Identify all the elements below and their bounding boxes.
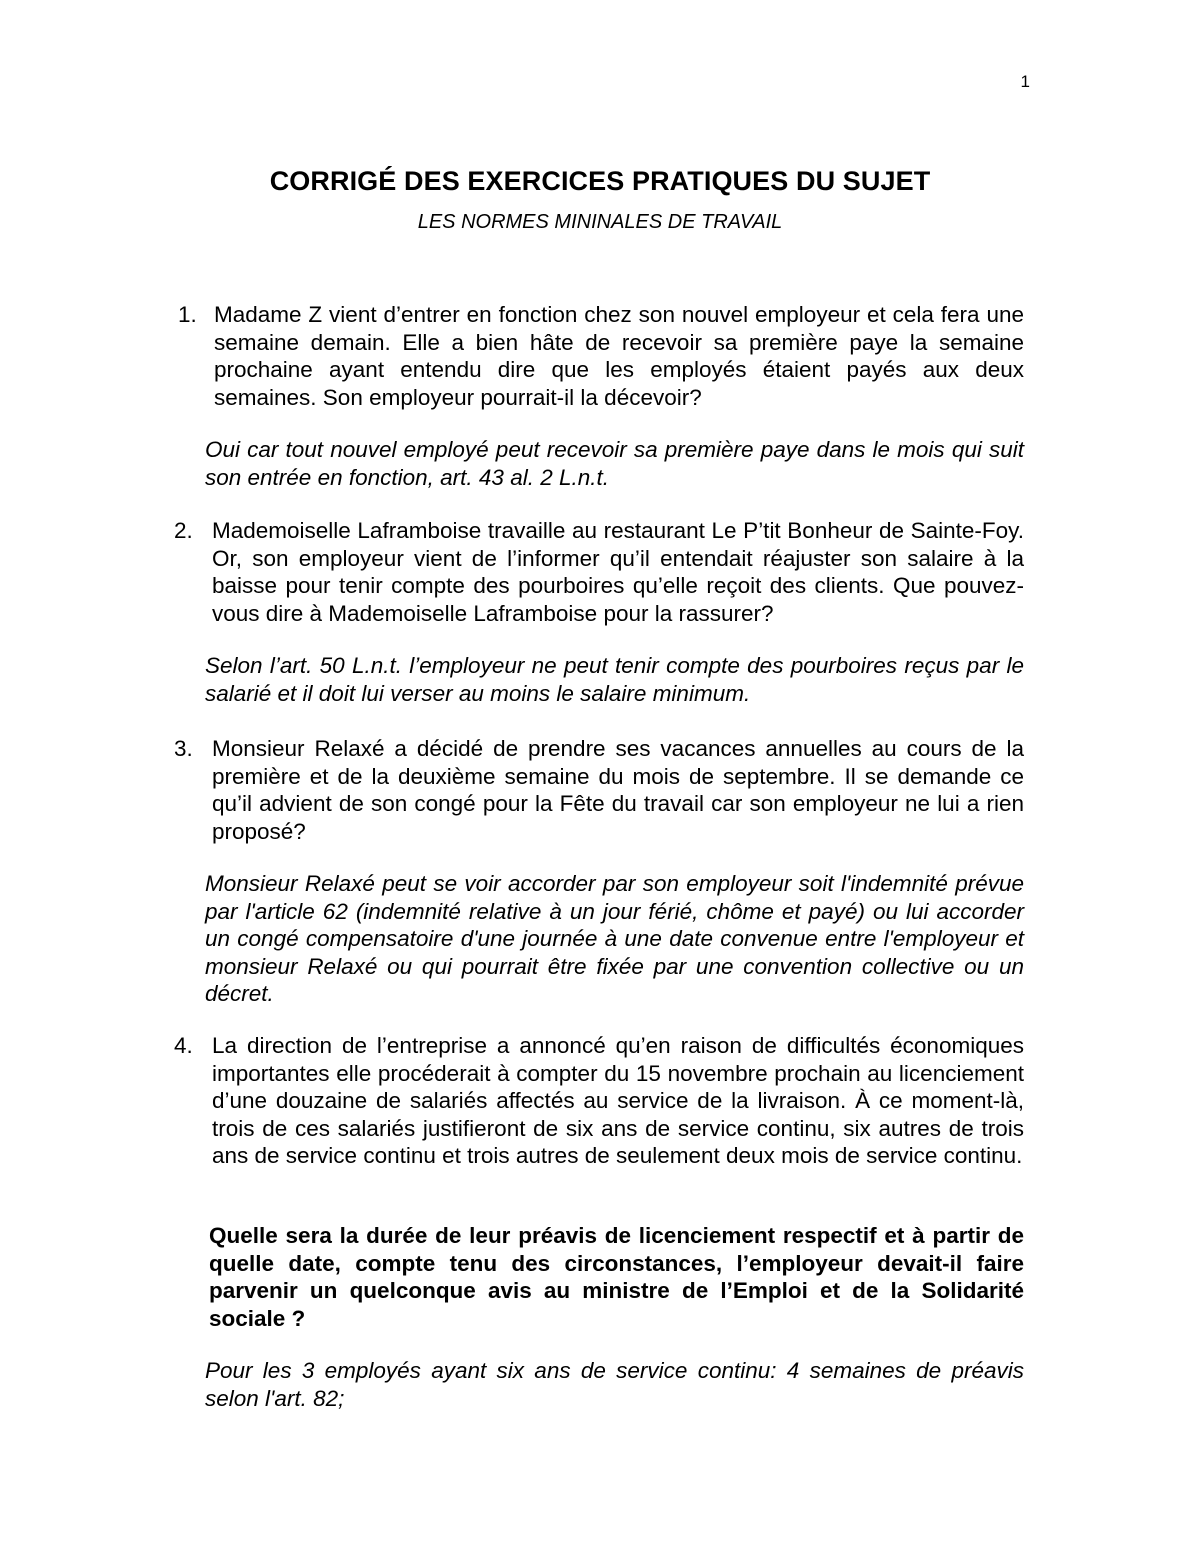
document-title: CORRIGÉ DES EXERCICES PRATIQUES DU SUJET bbox=[269, 166, 931, 196]
page-number: 1 bbox=[1020, 72, 1030, 91]
question-3-text: Monsieur Relaxé a décidé de prendre ses vacances annuelles au cours de la première et de la deuxième semaine du mois de septembre. Il se demande ce qu’il advient de son congé pour la Fête du travail car son employeur ne lui a rien proposé? bbox=[212, 736, 1024, 844]
question-1-text: Madame Z vient d’entrer en fonction chez son nouvel employeur et cela fera une semaine demain. Elle a bien hâte de recevoir sa première paye la semaine prochaine ayant entendu dire que les employés étaient payés aux deux semaines. Son employeur pourrait-il la décevoir? bbox=[214, 302, 1024, 410]
question-3-number: 3. bbox=[174, 736, 193, 761]
question-3-answer: Monsieur Relaxé peut se voir accorder par son employeur soit l'indemnité prévue par l'article 62 (indemnité relative à un jour férié, chôme et payé) ou lui accorder un congé compensatoire d'une journée à une date convenue entre l'employeur et monsieur Relaxé ou qui pourrait être fixée par une convention collective ou un décret. bbox=[205, 871, 1024, 1006]
question-4-number: 4. bbox=[174, 1033, 193, 1058]
document-subtitle: LES NORMES MININALES DE TRAVAIL bbox=[417, 211, 783, 233]
question-4-bold-question: Quelle sera la durée de leur préavis de licenciement respectif et à partir de quelle date, compte tenu des circonstances, l’employeur devait-il faire parvenir un quelconque avis au ministre de l’Emploi et de la Solidarité sociale ? bbox=[209, 1223, 1024, 1331]
question-4-text: La direction de l’entreprise a annoncé qu’en raison de difficultés économiques importantes elle procéderait à compter du 15 novembre prochain au licenciement d’une douzaine de salariés affectés au service de la livraison. À ce moment-là, trois de ces salariés justifieront de six ans de service continu, six autres de trois ans de service continu et trois autres de seulement deux mois de service continu. bbox=[212, 1033, 1024, 1168]
question-1-number: 1. bbox=[178, 302, 197, 327]
question-4-answer: Pour les 3 employés ayant six ans de service continu: 4 semaines de préavis selon l'art. 82; bbox=[205, 1358, 1024, 1411]
question-2-number: 2. bbox=[174, 518, 193, 543]
question-2-text: Mademoiselle Laframboise travaille au restaurant Le P’tit Bonheur de Sainte-Foy. Or, son employeur vient de l’informer qu’il entendait réajuster son salaire à la baisse pour tenir compte des pourboires qu’elle reçoit des clients. Que pouvez-vous dire à Mademoiselle Laframboise pour la rassurer? bbox=[212, 518, 1024, 626]
question-1-answer: Oui car tout nouvel employé peut recevoir sa première paye dans le mois qui suit son entrée en fonction, art. 43 al. 2 L.n.t. bbox=[205, 437, 1024, 490]
question-2-answer: Selon l’art. 50 L.n.t. l’employeur ne peut tenir compte des pourboires reçus par le salarié et il doit lui verser au moins le salaire minimum. bbox=[205, 653, 1024, 706]
